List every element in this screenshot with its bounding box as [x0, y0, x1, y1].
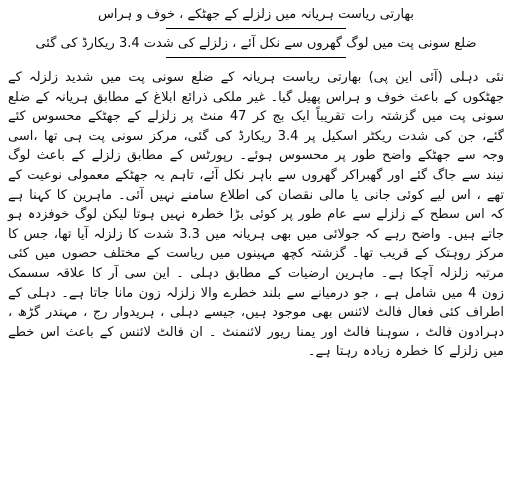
headline-divider [166, 28, 346, 29]
article-paragraph: نئی دہلی (آئی این پی) بھارتی ریاست ہریانہ کے ضلع سونی پت میں شدید زلزلہ کے جھٹکوں کے باعث خوف و ہراس پھیل گیا۔ غیر ملکی ذرائع ابلاغ کے مطابق ہریانہ کے ضلع سونی پت میں گزشتہ رات تقریباً ایک بج کر 47 منٹ پر زلزلے کے جھٹکے محسوس کئے گئے، جن کی شدت ریکٹر اسکیل پر 3.4 ریکارڈ کی گئی، مرکز سونی پت ہی تھا ،اسی وجہ سے جھٹکے واضح طور پر محسوس ہوئے۔ رپورٹس کے مطابق زلزلے کے باعث لوگ نیند سے جاگ گئے اور گھبراکر گھروں سے باہر نکل آئے، تاہم یہ جھٹکے معمولی نوعیت کے تھے ، اس لیے کوئی جانی یا مالی نقصان کی اطلاع سامنے نہیں آئی۔ ماہرین کا کہنا ہے کہ اس سطح کے زلزلے سے عام طور پر کوئی بڑا خطرہ نہیں ہوتا لیکن لوگ خوفزدہ ہو جاتے ہیں۔ واضح رہے کہ جولائی میں بھی ہریانہ میں 3.3 شدت کا زلزلہ آیا تھا، جس کا مرکز روہتک کے قریب تھا۔ گزشتہ کچھ مہینوں میں ریاست کے مختلف حصوں میں کئی مرتبہ زلزلہ آچکا ہے۔ ماہرین ارضیات کے مطابق دہلی ۔ این سی آر کا علاقہ سسمک زون 4 میں شامل ہے ، جو درمیانے سے بلند خطرے والا زلزلہ زون مانا جاتا ہے۔ دہلی کے اطراف کئی فعال فالٹ لائنس بھی موجود ہیں، جیسے دہلی ، ہریدوار رج ، مہندر گڑھ ، دہرادون فالٹ ، سوہنا فالٹ اور یمنا ریور لائنمنٹ ۔ ان فالٹ لائنس کے باعث اس خطے میں زلزلے کا خطرہ زیادہ رہتا ہے۔ [8, 70, 504, 360]
headline-main: بھارتی ریاست ہریانہ میں زلزلے کے جھٹکے ، خوف و ہراس [97, 7, 415, 22]
headline-sub: ضلع سونی پت میں لوگ گھروں سے نکل آئے ، زلزلے کی شدت 3.4 ریکارڈ کی گئی [35, 36, 477, 51]
article-body [0, 62, 512, 362]
headline-divider-bottom [166, 57, 346, 58]
